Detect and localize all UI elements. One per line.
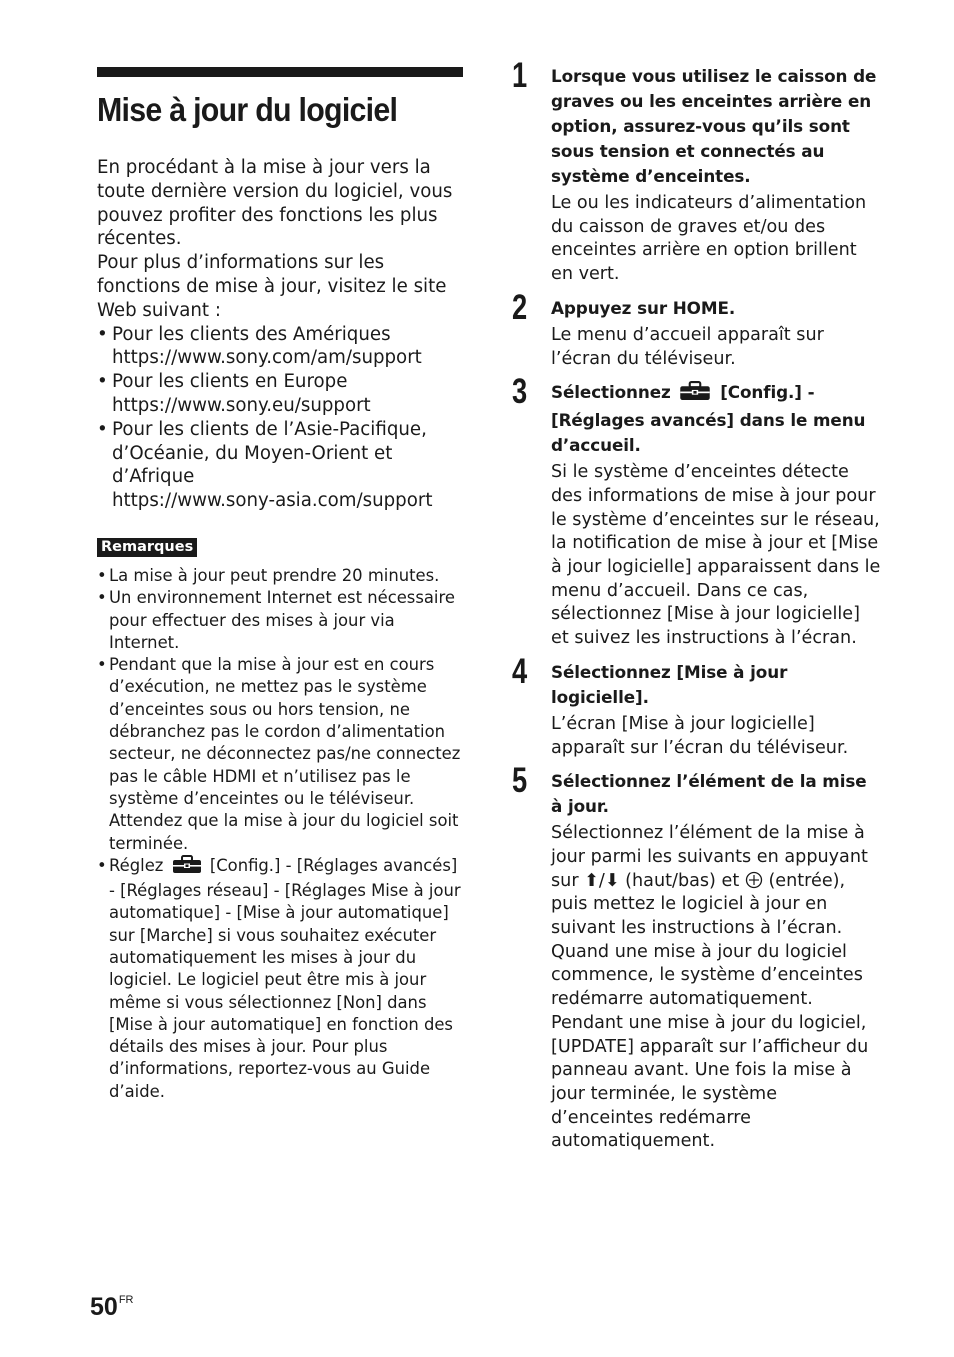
enter-button-icon	[745, 870, 763, 894]
support-link[interactable]: https://www.sony.eu/support	[112, 394, 371, 416]
title-rule	[97, 67, 463, 77]
remark-item	[97, 855, 463, 1103]
step-body-paragraph-3: Pendant une mise à jour du logiciel, [UPDATE] apparaît sur l’afficheur du panneau avant. Une fois la mise à jour terminée, le système d’enceintes redémarre automatiquement.	[551, 1012, 869, 1152]
intro-paragraph-2: Pour plus d’informations sur les fonctions de mise à jour, visitez le site Web suivant :	[97, 252, 447, 321]
step-body: Le ou les indicateurs d’alimentation du caisson de graves et/ou des enceintes arrière en option brillent en vert.	[551, 193, 867, 285]
language-code: FR	[118, 1294, 134, 1306]
remark-item: • Pendant que la mise à jour est en cours d’exécution, ne mettez pas le système d’enceintes sous ou hors tension, ne débranchez pas le cordon d’alimentation secteur, ne déconnectez pas/ne connectez pas le câble HDMI et n’utilisez pas le système d’enceintes ou le téléviseur. Attendez que la mise à jour du logiciel soit terminée.	[97, 654, 463, 855]
intro-paragraph-1: En procédant à la mise à jour vers la toute dernière version du logiciel, vous pouvez profiter des fonctions les plus récentes.	[97, 157, 453, 250]
step-number: 2	[512, 287, 528, 327]
region-label: Pour les clients de l’Asie-Pacifique, d’Océanie, du Moyen-Orient et d’Afrique	[112, 418, 427, 488]
step-body-mid: (haut/bas) et	[625, 870, 740, 891]
toolbox-icon	[172, 855, 202, 880]
up-down-arrow-icon: ⬆/⬇	[584, 870, 620, 891]
step-number: 4	[512, 651, 528, 691]
step-body-post: (entrée), puis mettez le logiciel à jour en suivant les instructions à l’écran.	[551, 870, 846, 939]
region-item-europe	[97, 370, 463, 418]
step-5	[512, 761, 882, 1154]
page-number: 50	[90, 1293, 118, 1321]
step-body	[551, 822, 882, 1154]
remarks-badge: Remarques	[97, 538, 197, 557]
step-heading: Lorsque vous utilisez le caisson de graves ou les enceintes arrière en option, assurez-vous qu’ils sont sous tension et connectés au système d’enceintes.	[551, 66, 877, 186]
region-label: Pour les clients des Amériques	[112, 323, 391, 345]
region-item-americas	[97, 323, 463, 371]
remarks-list	[97, 565, 463, 1103]
page-title: Mise à jour du logiciel	[97, 91, 398, 128]
page-footer	[90, 1293, 133, 1322]
region-item-asia	[97, 418, 463, 513]
step-number: 3	[512, 372, 528, 412]
step-body: Le menu d’accueil apparaît sur l’écran du téléviseur.	[551, 324, 824, 369]
step-heading-pre: Sélectionnez	[551, 382, 671, 403]
step-body-paragraph-2: Quand une mise à jour du logiciel commence, le système d’enceintes redémarre automatiquement.	[551, 941, 863, 1010]
step-body-pre: Sélectionnez l’élément de la mise à jour parmi les suivants en appuyant sur	[551, 823, 868, 891]
remark-item: • La mise à jour peut prendre 20 minutes.	[97, 565, 463, 587]
step-body: L’écran [Mise à jour logicielle] apparaît sur l’écran du téléviseur.	[551, 713, 849, 758]
step-body: Si le système d’enceintes détecte des informations de mise à jour pour le système d’enceintes sur le réseau, la notification de mise à jour et [Mise à jour logicielle] apparaissent dans le menu d’accueil. Dans ce cas, sélectionnez [Mise à jour logicielle] et suivez les instructions à l’écran.	[551, 462, 881, 649]
remark-item: • Un environnement Internet est nécessaire pour effectuer des mises à jour via Internet.	[97, 587, 463, 654]
step-heading: Sélectionnez l’élément de la mise à jour.	[551, 771, 867, 817]
step-heading: Appuyez sur HOME.	[551, 297, 736, 318]
left-column	[97, 67, 463, 1103]
region-list	[97, 323, 463, 513]
support-link[interactable]: https://www.sony.com/am/support	[112, 347, 422, 369]
step-1	[512, 56, 882, 287]
toolbox-icon	[679, 381, 711, 408]
step-3	[512, 372, 882, 651]
remark-text-post: [Config.] - [Réglages avancés] - [Réglages réseau] - [Réglages Mise à jour automatique] - [Mise à jour automatique] sur [Marche] si vous souhaitez exécuter automatiquement les mises à jour du logiciel. Le logiciel peut être mis à jour même si vous sélectionnez [Non] dans [Mise à jour automatique] en fonction des détails des mises à jour. Pour plus d’informations, reportez-vous au Guide d’aide.	[109, 855, 461, 1101]
step-number: 1	[512, 56, 528, 95]
right-column	[512, 56, 882, 1163]
step-2	[512, 287, 882, 371]
intro	[97, 156, 463, 513]
step-body-paragraph-1	[551, 822, 882, 941]
step-heading: Sélectionnez [Mise à jour logicielle].	[551, 661, 788, 707]
step-4	[512, 651, 882, 760]
step-heading	[551, 380, 882, 458]
region-label: Pour les clients en Europe	[112, 371, 348, 393]
step-number: 5	[512, 761, 528, 801]
remark-text-pre: Réglez	[109, 855, 164, 875]
step-heading-post: [Config.] - [Réglages avancés] dans le menu d’accueil.	[551, 382, 866, 456]
support-link[interactable]: https://www.sony-asia.com/support	[112, 490, 433, 512]
